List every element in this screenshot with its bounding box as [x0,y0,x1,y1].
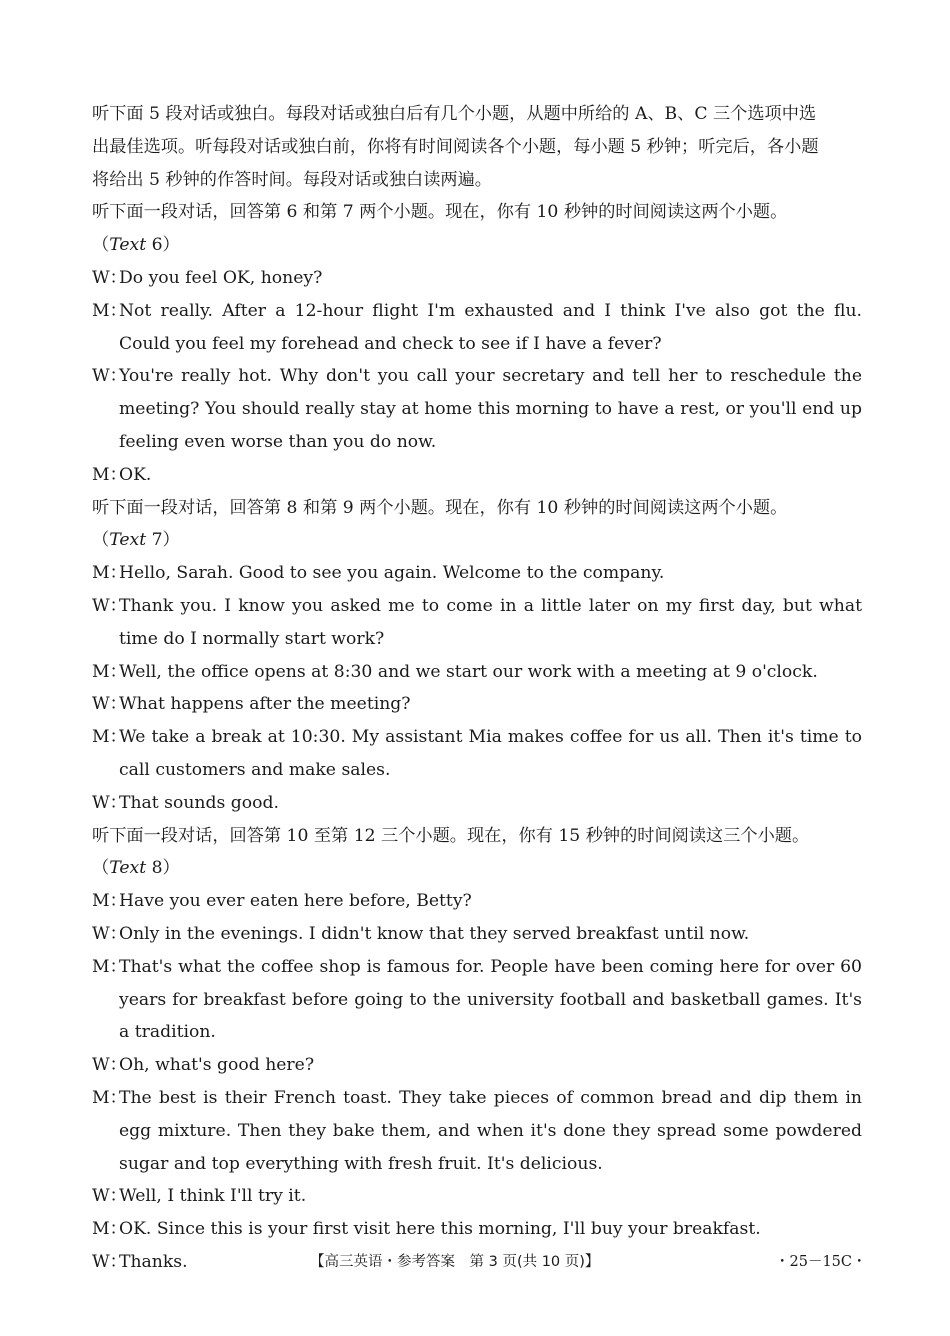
dialogue-turn [92,656,862,689]
dialogue-turn [92,295,862,361]
utterance-text: OK. [119,464,152,485]
section-prompt: 听下面一段对话，回答第 10 至第 12 三个小题。现在，你有 15 秒钟的时间阅读这三个小题。 [92,825,810,846]
speaker-label: M： [92,661,127,682]
dialogue-turn [92,688,862,721]
speaker-label: M： [92,300,127,321]
dialogue-turn [92,885,862,918]
utterance-text: Hello, Sarah. Good to see you again. Welcome to the company. [119,563,665,584]
dialogue-turn [92,951,862,1049]
footer-code: ・25－15C・ [775,1254,867,1270]
dialogue-turn [92,721,862,787]
text-label-word: Text [109,530,147,551]
dialogue-turn [92,557,862,590]
speaker-label: W： [92,1055,127,1076]
speaker-label: M： [92,727,127,748]
dialogue-section [92,196,862,491]
speaker-label: M： [92,891,127,912]
text-label [92,229,862,262]
text-label-number: 7） [146,530,180,551]
dialogue-turn [92,787,862,820]
utterance-text: Only in the evenings. I didn't know that they served breakfast until now. [119,923,750,944]
text-label-open: （ [92,858,110,879]
text-label-word: Text [109,858,147,879]
dialogue-turn [92,1049,862,1082]
speaker-label: W： [92,1251,127,1272]
instructions [92,98,862,196]
text-label-word: Text [109,235,147,256]
utterance-text: Have you ever eaten here before, Betty? [119,891,472,912]
section-prompt: 听下面一段对话，回答第 6 和第 7 两个小题。现在，你有 10 秒钟的时间阅读这两个小题。 [92,202,788,223]
speaker-label: M： [92,956,127,977]
document-body [92,98,862,1279]
speaker-label: W： [92,923,127,944]
text-label [92,852,862,885]
dialogue-turn [92,1213,862,1246]
instructions-line: 将给出 5 秒钟的作答时间。每段对话或独白读两遍。 [92,169,492,190]
utterance-text: You're really hot. Why don't you call your secretary and tell her to reschedule the meeting? You should really stay at home this morning to have a rest, or you'll end up feeling even worse than you do now. [119,366,862,452]
dialogue-turn [92,1082,862,1180]
text-label-number: 8） [146,858,180,879]
utterance-text: Not really. After a 12-hour flight I'm exhausted and I think I've also got the flu. Could you feel my forehead and check to see if I have a fever? [119,300,862,354]
dialogue-turn [92,360,862,458]
text-label [92,524,862,557]
instructions-line: 出最佳选项。听每段对话或独白前，你将有时间阅读各个小题，每小题 5 秒钟；听完后，各小题 [92,136,819,157]
speaker-label: M： [92,1087,127,1108]
utterance-text: Thank you. I know you asked me to come in a little later on my first day, but what time do I normally start work? [119,595,862,649]
speaker-label: W： [92,366,127,387]
utterance-text: The best is their French toast. They take pieces of common bread and dip them in egg mixture. Then they bake them, and when it's done they spread some powdered sugar and top everything with fresh fruit. It's delicious. [119,1087,862,1174]
speaker-label: M： [92,563,127,584]
dialogue-turn [92,459,862,492]
section-prompt: 听下面一段对话，回答第 8 和第 9 两个小题。现在，你有 10 秒钟的时间阅读这两个小题。 [92,497,788,518]
utterance-text: Well, I think I'll try it. [119,1186,307,1207]
instructions-line: 听下面 5 段对话或独白。每段对话或独白后有几个小题，从题中所给的 A、B、C 三个选项中选 [92,104,817,124]
speaker-label: M： [92,464,127,485]
speaker-label: M： [92,1219,127,1240]
utterance-text: That sounds good. [119,792,279,813]
text-label-number: 6） [146,235,180,256]
footer-page-info: 【高三英语・参考答案 第 3 页(共 10 页)】 [310,1254,600,1270]
dialogue-turn [92,590,862,656]
speaker-label: W： [92,1186,127,1207]
dialogue-turn [92,1180,862,1213]
dialogue-turn [92,262,862,295]
speaker-label: W： [92,792,127,813]
dialogue-section [92,492,862,820]
dialogue-turn [92,918,862,951]
utterance-text: OK. Since this is your first visit here this morning, I'll buy your breakfast. [119,1219,761,1240]
text-label-open: （ [92,530,110,551]
utterance-text: We take a break at 10:30. My assistant Mia makes coffee for us all. Then it's time to call customers and make sales. [119,727,862,780]
utterance-text: That's what the coffee shop is famous for. People have been coming here for over 60 years for breakfast before going to the university football and basketball games. It's a tradition. [119,956,862,1043]
speaker-label: W： [92,267,127,288]
text-label-open: （ [92,235,110,256]
speaker-label: W： [92,694,127,715]
utterance-text: Well, the office opens at 8:30 and we start our work with a meeting at 9 o'clock. [119,661,818,682]
speaker-label: W： [92,595,127,616]
utterance-text: What happens after the meeting? [119,694,411,715]
page-footer [0,1250,950,1274]
utterance-text: Thanks. [119,1251,188,1272]
utterance-text: Do you feel OK, honey? [119,267,323,288]
utterance-text: Oh, what's good here? [119,1055,315,1076]
dialogue-section [92,820,862,1279]
